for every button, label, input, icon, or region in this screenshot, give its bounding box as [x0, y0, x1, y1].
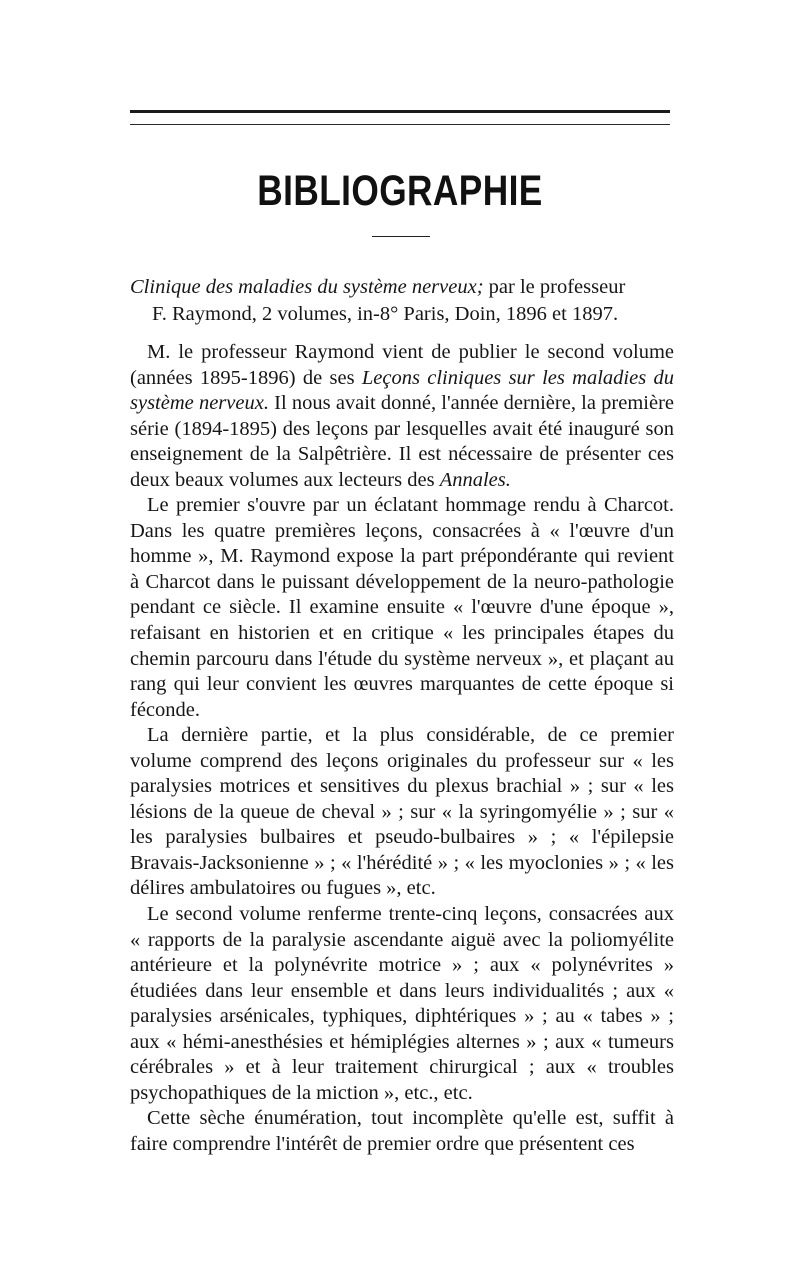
paragraph-1-text-c: Il nous avait donné, l'année dernière, la première série (1894-1895) des leçons par lesquelles avait été inauguré son enseignement de la Salpêtrière. Il est nécessaire de présenter ces deux beaux volumes aux lecteurs des — [130, 392, 674, 491]
paragraph-3: La dernière partie, et la plus considérable, de ce premier volume comprend des leçons originales du professeur sur « les paralysies motrices et sensitives du plexus brachial » ; sur « les lésions de la queue de cheval » ; sur « la syringomyélie » ; sur « les paralysies bulbaires et pseudo-bulbaires » ; « l'épilepsie Bravais-Jacksonienne » ; « l'hérédité » ; « les myoclonies » ; « les délires ambulatoires ou fugues », etc. — [130, 724, 674, 900]
paragraph-1-book-title: Leçons cliniques sur les maladies du système nerveux. — [130, 366, 674, 415]
paragraph-1 — [130, 340, 674, 493]
citation-line1-rest: par le professeur — [483, 276, 626, 298]
paragraph-5: Cette sèche énumération, tout incomplète qu'elle est, suffit à faire comprendre l'intérêt de premier ordre que présentent ces — [130, 1107, 674, 1155]
citation-work-title: Clinique des maladies du système nerveux; — [130, 276, 484, 298]
top-double-rule — [130, 110, 670, 125]
paragraph-4: Le second volume renferme trente-cinq leçons, consacrées aux « rapports de la paralysie ascendante aiguë avec la poliomyélite antérieure et la polynévrite motrice » ; aux « polynévrites » étudiées dans leur ensemble et dans leurs individualités ; aux « paralysies arsénicales, typhiques, diphtériques » ; au « tabes » ; aux « hémi-anesthésies et hémiplégies alternes » ; aux « tumeurs cérébrales » et à leur traitement chirurgical ; aux « troubles psychopathiques de la miction », etc., etc. — [130, 903, 674, 1104]
heading-separator-rule — [372, 236, 430, 237]
citation — [130, 274, 674, 328]
page-heading: BIBLIOGRAPHIE — [257, 167, 543, 215]
paragraph-1-text-a: M. le professeur Raymond vient de publier le second volume (années 1895-1896) de ses — [130, 341, 674, 389]
citation-publication-details: F. Raymond, 2 volumes, in-8° Paris, Doin, 1896 et 1897. — [152, 303, 619, 325]
review-body — [130, 340, 674, 1158]
paragraph-2: Le premier s'ouvre par un éclatant hommage rendu à Charcot. Dans les quatre premières leçons, consacrées à « l'œuvre d'un homme », M. Raymond expose la part prépondérante qui revient à Charcot dans le puissant développement de la neuro-pathologie pendant ce siècle. Il examine ensuite « l'œuvre d'une époque », refaisant en historien et en critique « les principales étapes du chemin parcouru dans l'étude du système nerveux », et plaçant au rang qui leur convient les œuvres marquantes de cette époque si féconde. — [130, 494, 674, 721]
paragraph-1-journal-name: Annales. — [439, 468, 511, 491]
